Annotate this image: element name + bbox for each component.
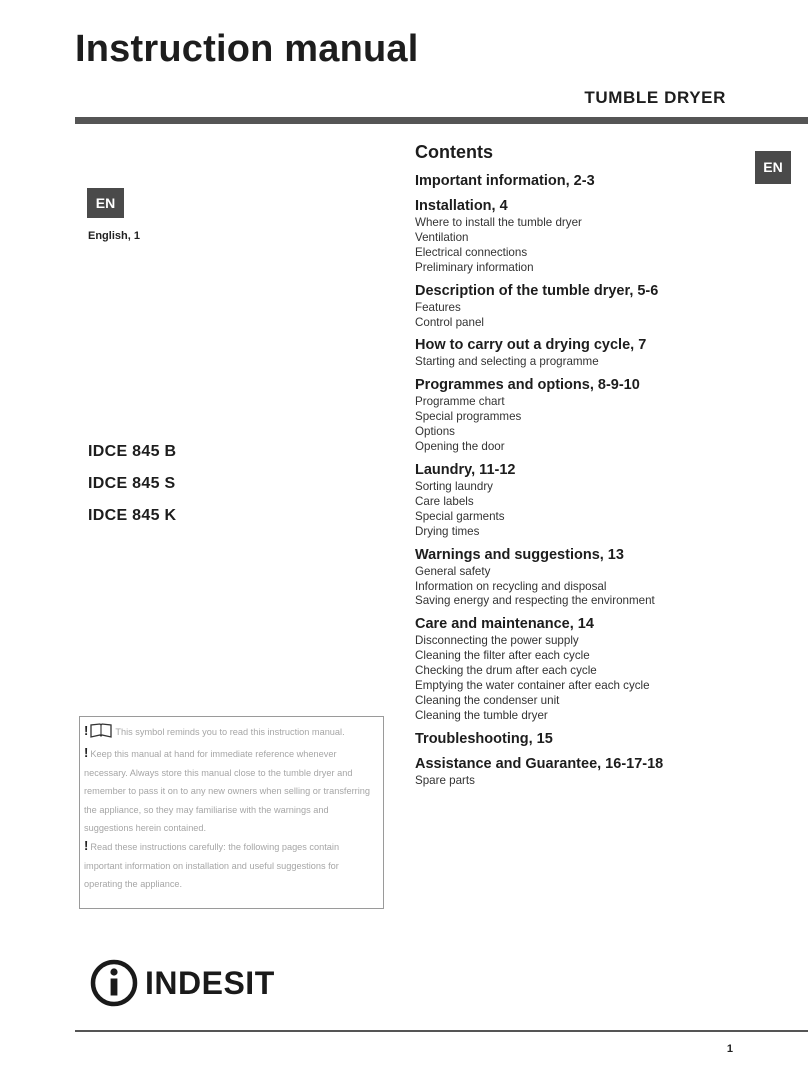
toc-section [415, 461, 745, 540]
toc-sections [415, 172, 745, 789]
model-list [88, 442, 176, 538]
notice-read-text: Read these instructions carefully: the following pages contain important information on installation and useful suggestions for operating the appliance. [84, 842, 340, 890]
exclamation-icon: ! [84, 838, 89, 854]
manual-notice-box [79, 716, 384, 909]
toc-item: General safety [415, 564, 491, 578]
product-type: TUMBLE DRYER [584, 88, 726, 107]
toc-item: Drying times [415, 524, 480, 538]
toc-section [415, 730, 745, 749]
toc-section [415, 615, 745, 723]
toc-section-title: Laundry, 11-12 [415, 461, 516, 478]
exclamation-icon: ! [84, 745, 89, 761]
model-number: IDCE 845 S [88, 475, 176, 492]
toc-item: Opening the door [415, 440, 505, 454]
toc-section-title: How to carry out a drying cycle, 7 [415, 337, 647, 354]
toc-item: Care labels [415, 494, 474, 508]
toc-item: Features [415, 300, 461, 314]
toc-item: Emptying the water container after each cycle [415, 679, 650, 693]
toc-item: Programme chart [415, 395, 505, 409]
model-number: IDCE 845 K [88, 507, 177, 524]
toc-item: Special garments [415, 509, 505, 523]
top-divider [75, 117, 808, 124]
toc-section-title: Description of the tumble dryer, 5-6 [415, 282, 659, 299]
toc-item: Ventilation [415, 230, 469, 244]
toc-section [415, 755, 745, 789]
notice-symbol-text: This symbol reminds you to read this instruction manual. [115, 727, 345, 737]
toc-item: Electrical connections [415, 245, 528, 259]
exclamation-icon: ! [84, 723, 89, 738]
language-badge: EN [87, 188, 124, 218]
page-number: 1 [726, 1043, 733, 1055]
toc-item: Spare parts [415, 773, 475, 787]
toc-item: Options [415, 425, 455, 439]
language-tab: EN [755, 151, 791, 184]
indesit-logo-icon [89, 958, 139, 1008]
toc-section-title: Important information, 2-3 [415, 173, 595, 189]
contents-heading: Contents [415, 142, 493, 162]
toc-section [415, 197, 745, 276]
toc-item: Checking the drum after each cycle [415, 664, 597, 678]
model-number: IDCE 845 B [88, 443, 177, 460]
toc-item: Cleaning the condenser unit [415, 693, 560, 707]
bottom-divider [75, 1030, 808, 1032]
toc-section-title: Programmes and options, 8-9-10 [415, 377, 640, 394]
toc-section-title: Warnings and suggestions, 13 [415, 546, 624, 563]
toc-section [415, 172, 745, 191]
toc-item: Starting and selecting a programme [415, 355, 599, 369]
notice-symbol-line [84, 722, 379, 744]
toc-section-title: Troubleshooting, 15 [415, 730, 553, 747]
toc-item: Information on recycling and disposal [415, 579, 607, 593]
toc-section [415, 546, 745, 610]
toc-section [415, 336, 745, 370]
toc-section-title: Care and maintenance, 14 [415, 616, 594, 633]
notice-keep-text: Keep this manual at hand for immediate reference whenever necessary. Always store this manual close to the tumble dryer and remember to pass it on to any new owners when selling or transferring the appliance, so they may familiarise with the warnings and suggestions herein contained. [84, 749, 370, 834]
toc-section-title: Installation, 4 [415, 198, 508, 214]
notice-read-line [84, 837, 379, 893]
toc-section [415, 376, 745, 455]
page-title: Instruction manual [75, 28, 419, 70]
language-list-entry: English, 1 [88, 230, 140, 242]
table-of-contents [415, 142, 745, 795]
toc-item: Special programmes [415, 410, 522, 424]
book-icon [90, 723, 112, 744]
toc-item: Preliminary information [415, 260, 534, 274]
toc-section-title: Assistance and Guarantee, 16-17-18 [415, 755, 664, 772]
notice-keep-line [84, 744, 379, 837]
toc-item: Saving energy and respecting the environment [415, 594, 655, 608]
toc-section [415, 282, 745, 331]
toc-item: Sorting laundry [415, 479, 493, 493]
toc-item: Where to install the tumble dryer [415, 216, 582, 229]
toc-item: Cleaning the tumble dryer [415, 708, 548, 722]
brand-logo [89, 958, 275, 1008]
brand-name: INDESIT [145, 964, 275, 1001]
toc-item: Disconnecting the power supply [415, 634, 579, 648]
toc-item: Cleaning the filter after each cycle [415, 649, 590, 663]
toc-item: Control panel [415, 315, 484, 329]
